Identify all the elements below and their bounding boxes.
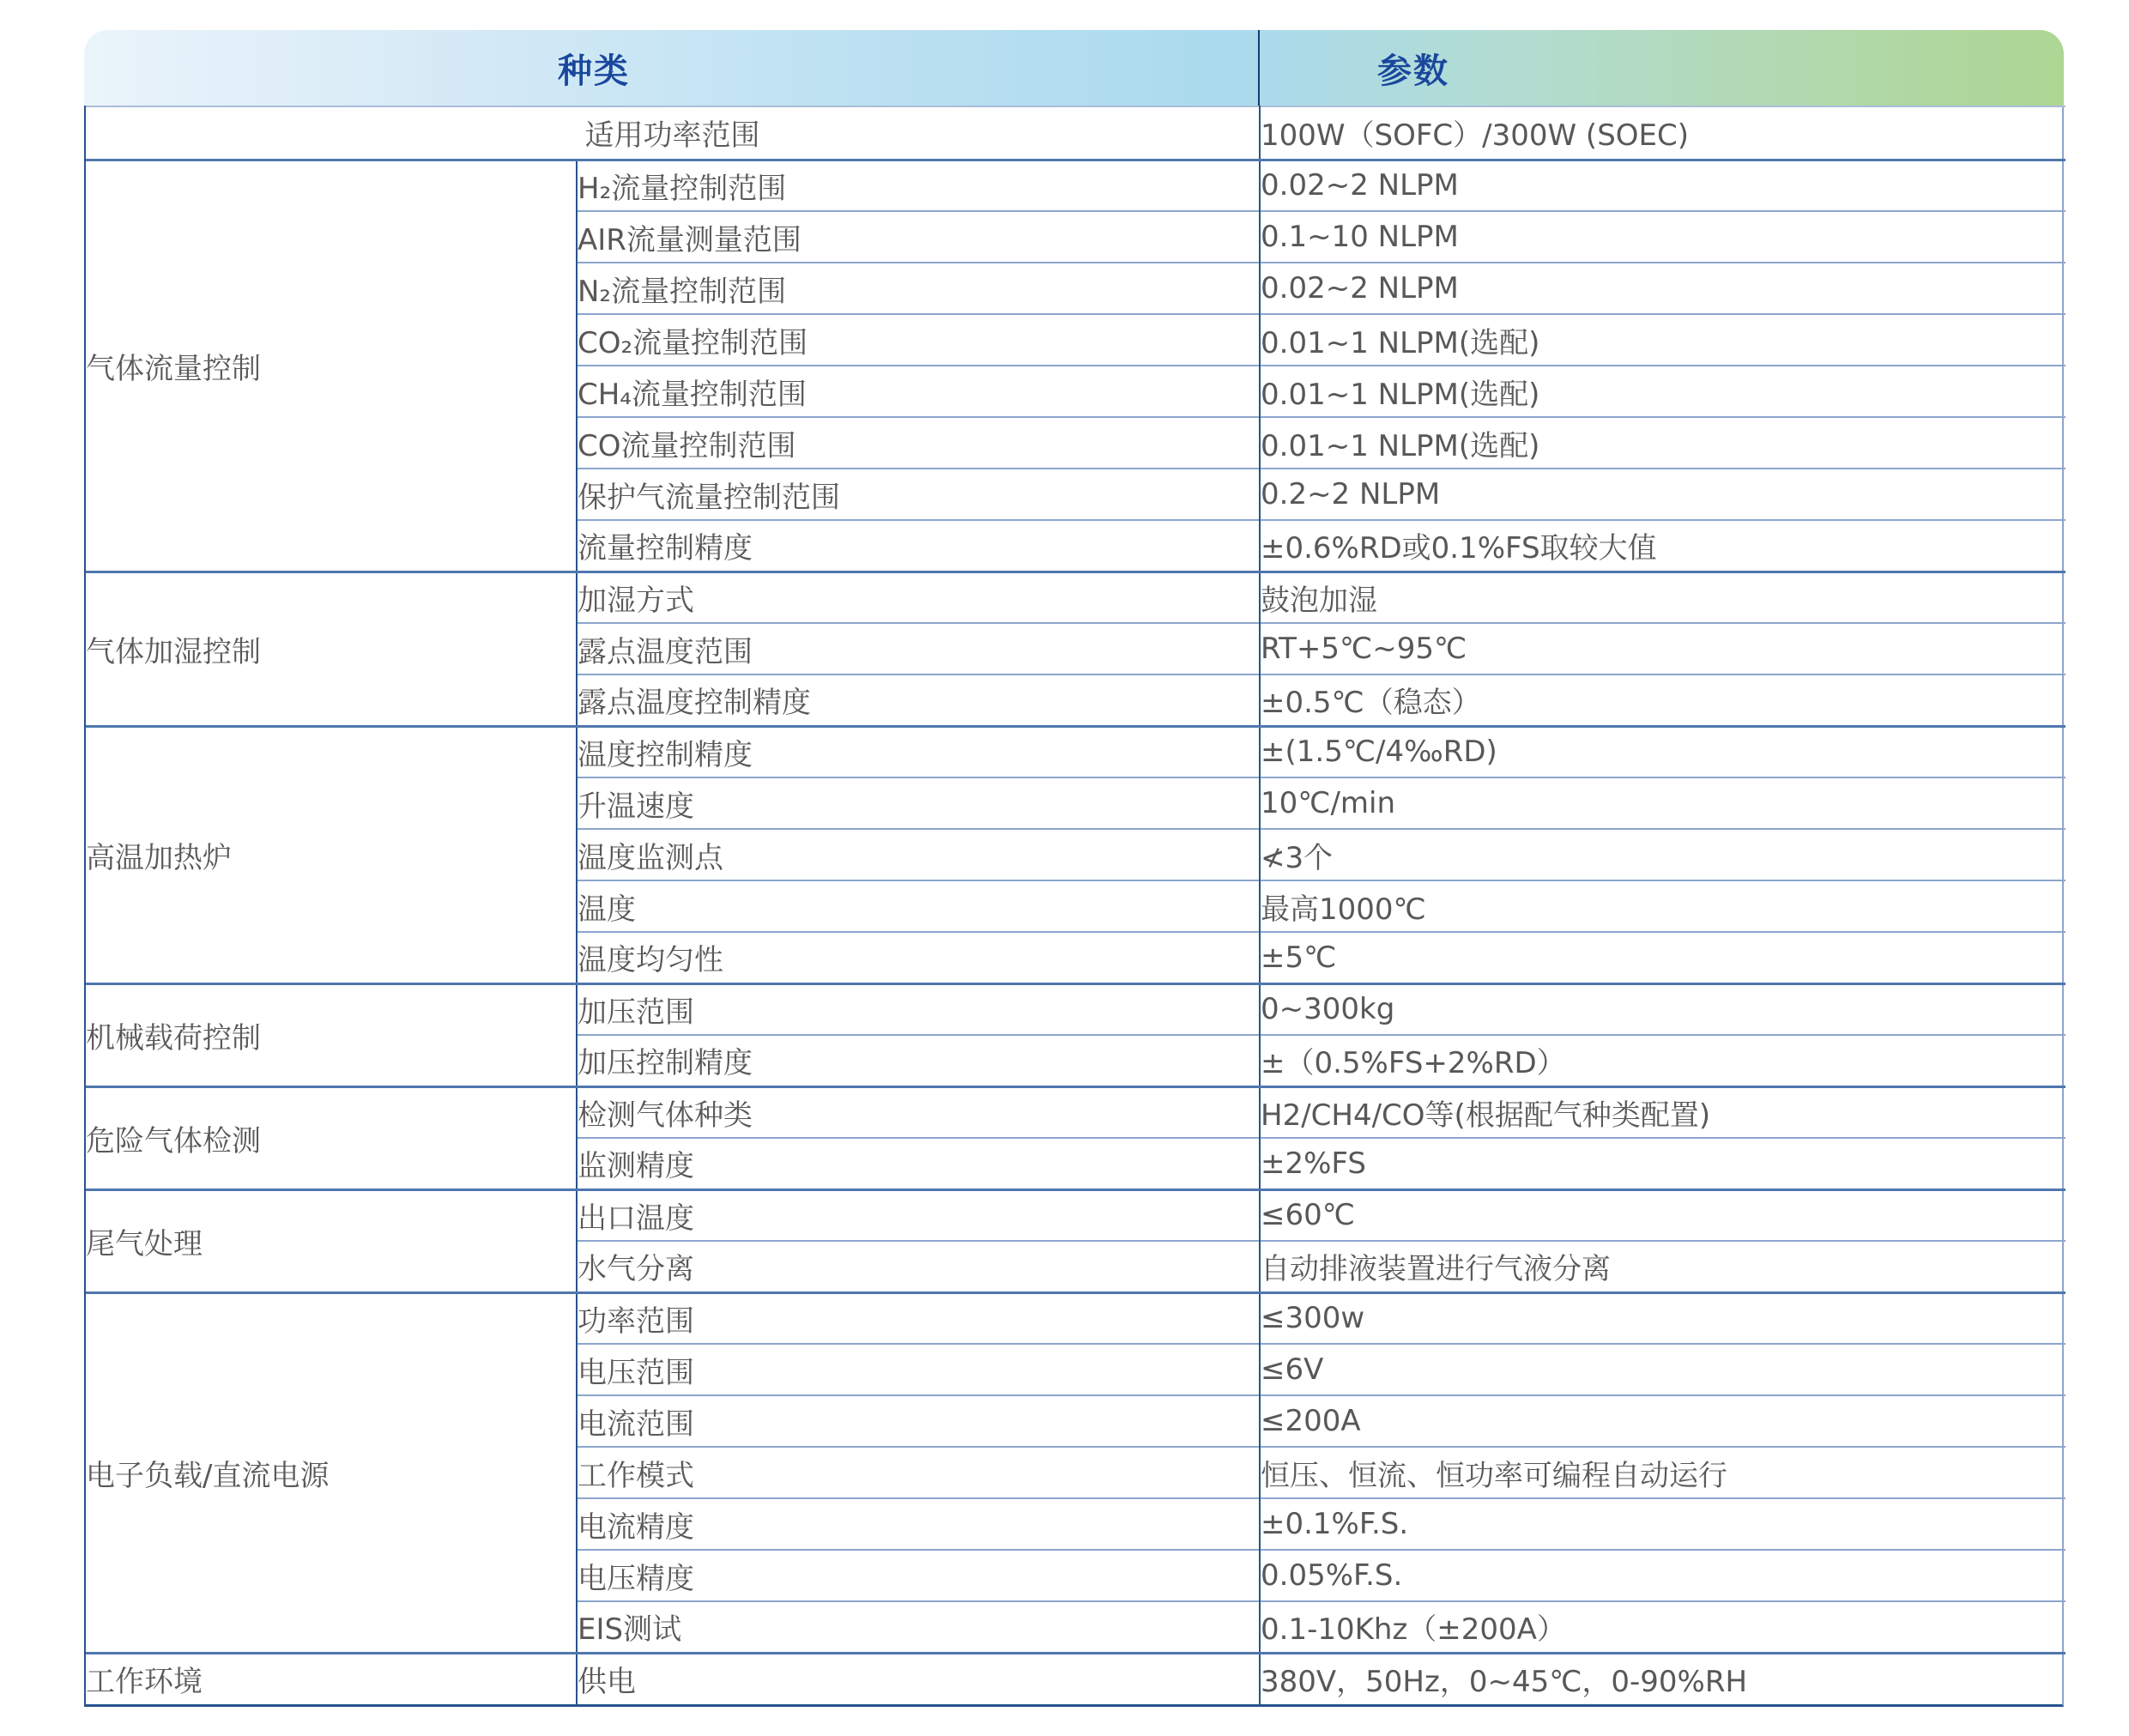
param-cell: 功率范围 [577, 1292, 1260, 1344]
param-cell: CO₂流量控制范围 [577, 314, 1260, 366]
param-cell: 温度 [577, 880, 1260, 932]
header-category-label: 种类 [558, 51, 630, 91]
param-cell: 温度监测点 [577, 829, 1260, 880]
table-row [86, 1189, 2065, 1241]
param-cell: CO流量控制范围 [577, 417, 1260, 469]
value-cell: H2/CH4/CO等(根据配气种类配置) [1260, 1086, 2065, 1138]
value-cell: 0.1~10 NLPM [1260, 211, 2065, 263]
value-cell: ≤300w [1260, 1292, 2065, 1344]
table-header [84, 30, 2064, 106]
value-cell: 0.2~2 NLPM [1260, 469, 2065, 520]
group-name-cell: 尾气处理 [86, 1189, 577, 1292]
param-cell: 露点温度控制精度 [577, 674, 1260, 726]
table-row [86, 160, 2065, 211]
power-range-label: 适用功率范围 [86, 106, 1260, 160]
value-cell: 最高1000℃ [1260, 880, 2065, 932]
value-cell: ±（0.5%FS+2%RD） [1260, 1035, 2065, 1086]
param-cell: 升温速度 [577, 777, 1260, 829]
table-row [86, 983, 2065, 1035]
param-cell: 温度均匀性 [577, 932, 1260, 983]
group-name-cell: 电子负载/直流电源 [86, 1292, 577, 1653]
power-range-value: 100W（SOFC）/300W (SOEC) [1260, 106, 2065, 160]
param-cell: CH₄流量控制范围 [577, 366, 1260, 417]
value-cell: 0.02~2 NLPM [1260, 263, 2065, 314]
param-cell: 温度控制精度 [577, 726, 1260, 777]
value-cell: 380V，50Hz，0~45℃，0-90%RH [1260, 1653, 2065, 1704]
group-name-cell: 机械载荷控制 [86, 983, 577, 1086]
header-parameter-cell [1377, 30, 1449, 106]
table-body-frame [84, 106, 2064, 1707]
param-cell: 加压控制精度 [577, 1035, 1260, 1086]
value-cell: ≤200A [1260, 1395, 2065, 1447]
param-cell: H₂流量控制范围 [577, 160, 1260, 211]
value-cell: ±0.5℃（稳态） [1260, 674, 2065, 726]
header-category-cell [84, 30, 1258, 106]
param-cell: 电流精度 [577, 1498, 1260, 1550]
value-cell: ≤6V [1260, 1344, 2065, 1395]
spec-table-body [86, 106, 2065, 1704]
value-cell: 自动排液装置进行气液分离 [1260, 1241, 2065, 1292]
value-cell: RT+5℃~95℃ [1260, 623, 2065, 674]
param-cell: 电压范围 [577, 1344, 1260, 1395]
spec-table-grid [86, 106, 2065, 1704]
param-cell: N₂流量控制范围 [577, 263, 1260, 314]
value-cell: ±2%FS [1260, 1138, 2065, 1189]
table-row [86, 1653, 2065, 1704]
group-name-cell: 高温加热炉 [86, 726, 577, 983]
value-cell: 恒压、恒流、恒功率可编程自动运行 [1260, 1447, 2065, 1498]
spec-table [84, 30, 2064, 1707]
value-cell: 鼓泡加湿 [1260, 572, 2065, 623]
value-cell: ±(1.5℃/4‰RD) [1260, 726, 2065, 777]
value-cell: 0.05%F.S. [1260, 1550, 2065, 1601]
table-row [86, 726, 2065, 777]
param-cell: 保护气流量控制范围 [577, 469, 1260, 520]
param-cell: 露点温度范围 [577, 623, 1260, 674]
power-range-row [86, 106, 2065, 160]
group-name-cell: 气体流量控制 [86, 160, 577, 572]
value-cell: ±5℃ [1260, 932, 2065, 983]
value-cell: 0.01~1 NLPM(选配) [1260, 314, 2065, 366]
value-cell: ≤60℃ [1260, 1189, 2065, 1241]
value-cell: ≮3个 [1260, 829, 2065, 880]
group-name-cell: 工作环境 [86, 1653, 577, 1704]
param-cell: 工作模式 [577, 1447, 1260, 1498]
value-cell: 0.02~2 NLPM [1260, 160, 2065, 211]
param-cell: 流量控制精度 [577, 520, 1260, 572]
param-cell: EIS测试 [577, 1601, 1260, 1653]
value-cell: ±0.1%F.S. [1260, 1498, 2065, 1550]
header-parameter-label: 参数 [1377, 51, 1449, 91]
param-cell: 检测气体种类 [577, 1086, 1260, 1138]
param-cell: AIR流量测量范围 [577, 211, 1260, 263]
param-cell: 水气分离 [577, 1241, 1260, 1292]
param-cell: 加压范围 [577, 983, 1260, 1035]
header-column-divider [1258, 30, 1260, 106]
table-row [86, 1086, 2065, 1138]
param-cell: 出口温度 [577, 1189, 1260, 1241]
param-cell: 监测精度 [577, 1138, 1260, 1189]
param-cell: 供电 [577, 1653, 1260, 1704]
value-cell: 0.01~1 NLPM(选配) [1260, 366, 2065, 417]
value-cell: 0~300kg [1260, 983, 2065, 1035]
table-row [86, 1292, 2065, 1344]
table-row [86, 572, 2065, 623]
value-cell: 0.01~1 NLPM(选配) [1260, 417, 2065, 469]
group-name-cell: 危险气体检测 [86, 1086, 577, 1189]
value-cell: ±0.6%RD或0.1%FS取较大值 [1260, 520, 2065, 572]
param-cell: 电流范围 [577, 1395, 1260, 1447]
param-cell: 电压精度 [577, 1550, 1260, 1601]
param-cell: 加湿方式 [577, 572, 1260, 623]
value-cell: 10℃/min [1260, 777, 2065, 829]
value-cell: 0.1-10Khz（±200A） [1260, 1601, 2065, 1653]
group-name-cell: 气体加湿控制 [86, 572, 577, 726]
